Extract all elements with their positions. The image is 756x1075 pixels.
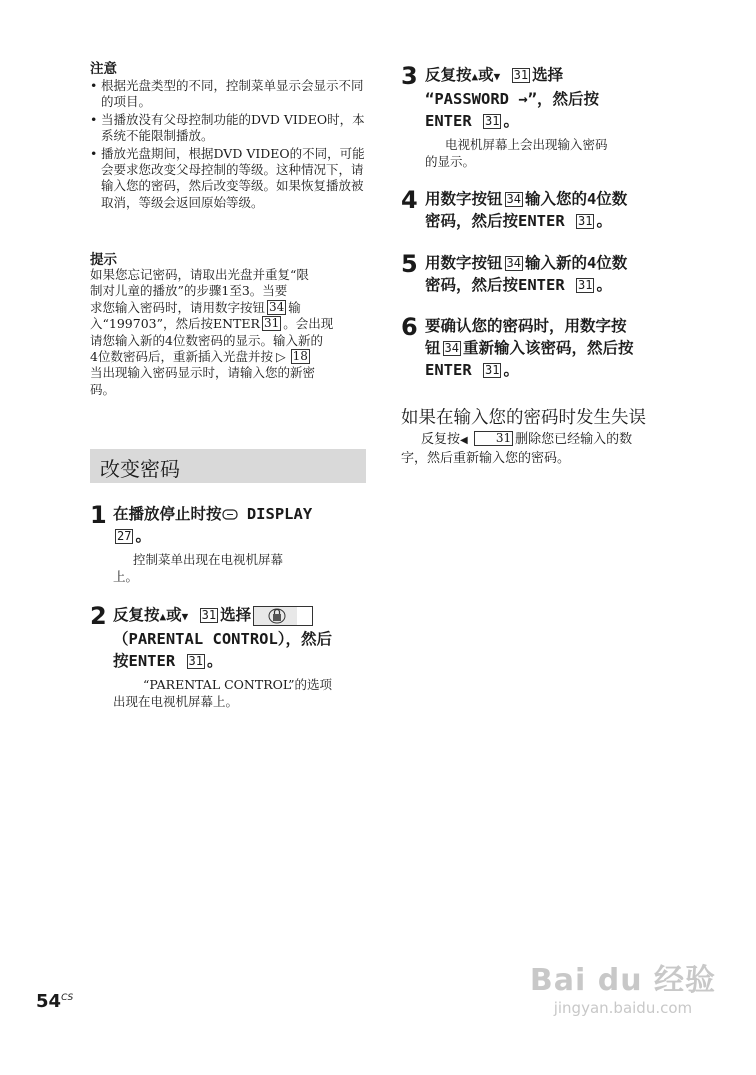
arrow-left-icon: ◀ xyxy=(460,435,468,446)
ref-31-badge: 31 xyxy=(485,114,500,128)
step-text: 用数字按钮 34 输入您的4位数 密码，然后按ENTER 31 。 xyxy=(425,190,628,230)
mistake-heading: 如果在输入您的密码时发生失误 xyxy=(401,408,646,428)
step-text: 要确认您的密码时，用数字按 钮 34 重新输入该密码，然后按 ENTER 31 。 xyxy=(425,317,634,379)
page-number: $54^{CS}$ xyxy=(36,991,74,1012)
display-button-icon xyxy=(222,509,238,520)
step-number: 4 xyxy=(401,186,418,214)
arrow-down-icon: ▼ xyxy=(493,70,501,83)
bullet-icon: • xyxy=(90,111,98,127)
step-text: 在播放停止时按 DISPLAY 27 。 xyxy=(113,505,313,545)
step-number: 6 xyxy=(401,313,418,341)
ref-31-badge: 31 xyxy=(201,608,217,622)
ref-31-badge: 31 xyxy=(513,68,529,82)
note-item: • 根据光盘类型的不同，控制菜单显示会显示不同的项目。 xyxy=(90,78,364,110)
step-note: 控制菜单出现在电视机屏幕 上。 xyxy=(113,552,284,584)
parental-lock-icon xyxy=(253,606,313,626)
note-item: • 播放光盘期间，根据DVD VIDEO的不同，可能会要求您改变父母控制的等级。这种情况下，请输入您的密码，然后改变等级。如果恢复播放被取消，等级会返回原始等级。 xyxy=(90,145,365,210)
note-item: • 当播放没有父母控制功能的DVD VIDEO时，本系统不能限制播放。 xyxy=(90,111,365,144)
ref-34-badge: 34 xyxy=(444,341,459,355)
tip-body: 如果您忘记密码，请取出光盘并重复“限 制对儿童的播放”的步骤1至3。当要 求您输入密码时，请用数字按钮 34 输 入“199703”，然后按ENTER 31 。会出现 请您输入新的4位数密码的显示。输入新的 4位数密码后，重新插入光盘并按 ▷ 18 当出现输入密码显示时，请输入您的新密 码。 xyxy=(90,267,334,397)
baidu-logo: Bai du 经验 xyxy=(529,963,716,998)
note-list xyxy=(90,78,368,211)
step-number: 1 xyxy=(90,501,107,529)
ref-31-badge: 31 xyxy=(578,214,593,228)
arrow-down-icon: ▼ xyxy=(181,610,189,623)
step-number: 5 xyxy=(401,250,418,278)
step-note: 电视机屏幕上会出现输入密码 的显示。 xyxy=(425,137,608,169)
ref-31-badge: 31 xyxy=(474,431,513,446)
step-number: 2 xyxy=(90,602,107,630)
section-header xyxy=(90,449,366,483)
ref-31-badge: 31 xyxy=(263,316,280,331)
ref-34-badge: 34 xyxy=(506,192,521,206)
ref-18-badge: 18 xyxy=(292,349,308,364)
arrow-up-icon: ▲ xyxy=(471,70,479,83)
play-icon: ▷ xyxy=(275,349,286,365)
section-title: 改变密码 xyxy=(100,457,180,481)
bullet-icon: • xyxy=(90,145,98,161)
arrow-up-icon: ▲ xyxy=(159,610,167,623)
step-number: 3 xyxy=(401,62,418,90)
ref-31-badge: 31 xyxy=(188,654,203,668)
tip-heading: 提示 xyxy=(90,252,117,268)
ref-34-badge: 34 xyxy=(269,299,285,314)
watermark-url: jingyan.baidu.com xyxy=(553,999,693,1017)
bullet-icon: • xyxy=(90,78,98,93)
ref-27-badge: 27 xyxy=(117,529,132,543)
baidu-watermark xyxy=(530,955,716,1017)
step-text: 反复按▲或▼ 31 选择 （PARENTAL CONTROL），然后 按ENTER 31 。 xyxy=(113,606,333,670)
step-note: “PARENTAL CONTROL”的选项 出现在电视机屏幕上。 xyxy=(113,677,333,709)
ref-34-badge: 34 xyxy=(506,256,521,270)
step-text: 用数字按钮 34 输入新的4位数 密码，然后按ENTER 31 。 xyxy=(425,254,628,294)
step-text: 反复按▲或▼ 31 选择 “PASSWORD →”，然后按 ENTER 31 。 xyxy=(425,66,599,130)
ref-31-badge: 31 xyxy=(578,278,593,292)
note-heading: 注意 xyxy=(90,61,117,77)
mistake-body: 反复按◀ 31 删除您已经输入的数 字，然后重新输入您的密码。 xyxy=(401,431,633,466)
ref-31-badge: 31 xyxy=(485,363,500,377)
